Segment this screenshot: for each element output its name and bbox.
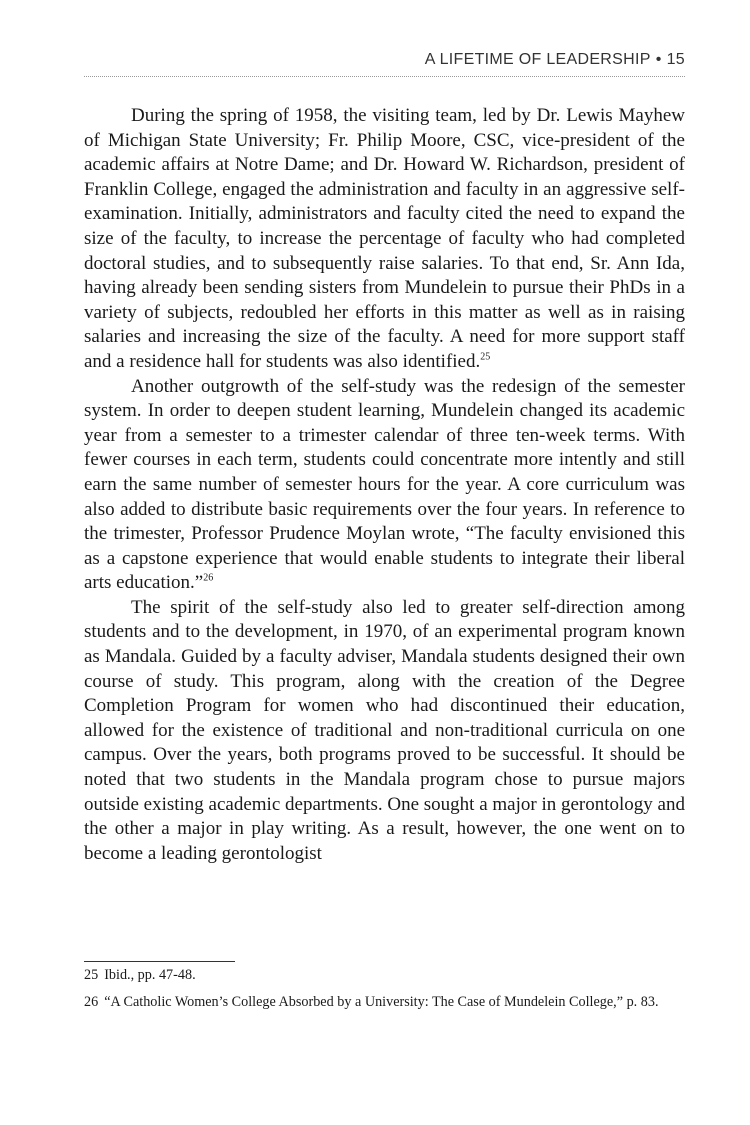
running-head	[84, 48, 685, 77]
paragraph	[84, 375, 685, 596]
paragraph-text: Another outgrowth of the self-study was the redesign of the semester system. In order to deepen student learning, Mundelein changed its academic year from a semester to a trimester calendar of three ten-week terms. With fewer courses in each term, students could concentrate more intently and still earn the same number of semester hours for the year. A core curriculum was also added to distribute basic requirements over the four years. In reference to the trimester, Professor Prudence Moylan wrote, “The faculty envisioned this as a capstone experience that would enable students to integrate their liberal arts education.”	[84, 375, 685, 594]
footnote-text: Ibid., pp. 47-48.	[104, 967, 196, 983]
footnote-number: 25	[84, 967, 99, 983]
footnote-ref: 25	[480, 351, 491, 363]
paragraph-text: The spirit of the self-study also led to greater self-direction among students and to the development, in 1970, of an experimental program known as Mandala. Guided by a faculty adviser, Mandala students designed their own course of study. This program, along with the creation of the Degree Completion Program for women who had discontinued their education, allowed for the existence of traditional and non-traditional curricula on one campus. Over the years, both programs proved to be successful. It should be noted that two students in the Mandala program chose to pursue majors outside existing academic departments. One sought a major in gerontology and the other a major in play writing. As a result, however, the one went on to become a leading gerontologist	[84, 596, 685, 864]
body-text	[84, 104, 685, 866]
footnote-ref: 26	[203, 572, 214, 584]
page-number: 15	[666, 51, 685, 68]
footnotes	[84, 966, 685, 1020]
paragraph	[84, 104, 685, 375]
footnote-rule	[84, 961, 235, 962]
footnote-text: “A Catholic Women’s College Absorbed by a University: The Case of Mundelein College,” p. 83.	[104, 994, 659, 1010]
paragraph	[84, 596, 685, 867]
paragraph-text: During the spring of 1958, the visiting team, led by Dr. Lewis Mayhew of Michigan State University; Fr. Philip Moore, CSC, vice-president of the academic affairs at Notre Dame; and Dr. Howard W. Richardson, president of Franklin College, engaged the administration and faculty in an aggressive self-examination. Initially, administrators and faculty cited the need to expand the size of the faculty, to increase the percentage of faculty who had completed doctoral studies, and to subsequently raise salaries. To that end, Sr. Ann Ida, having already been sending sisters from Mundelein to pursue their PhDs in a variety of subjects, redoubled her efforts in this matter as well as in raising salaries and increasing the size of the faculty. A need for more support staff and a residence hall for students was also identified.	[84, 105, 685, 372]
running-title: A LIFETIME OF LEADERSHIP	[424, 51, 651, 68]
footnote	[84, 993, 685, 1012]
footnote	[84, 966, 685, 985]
footnote-number: 26	[84, 994, 99, 1010]
header-separator: •	[655, 51, 662, 68]
